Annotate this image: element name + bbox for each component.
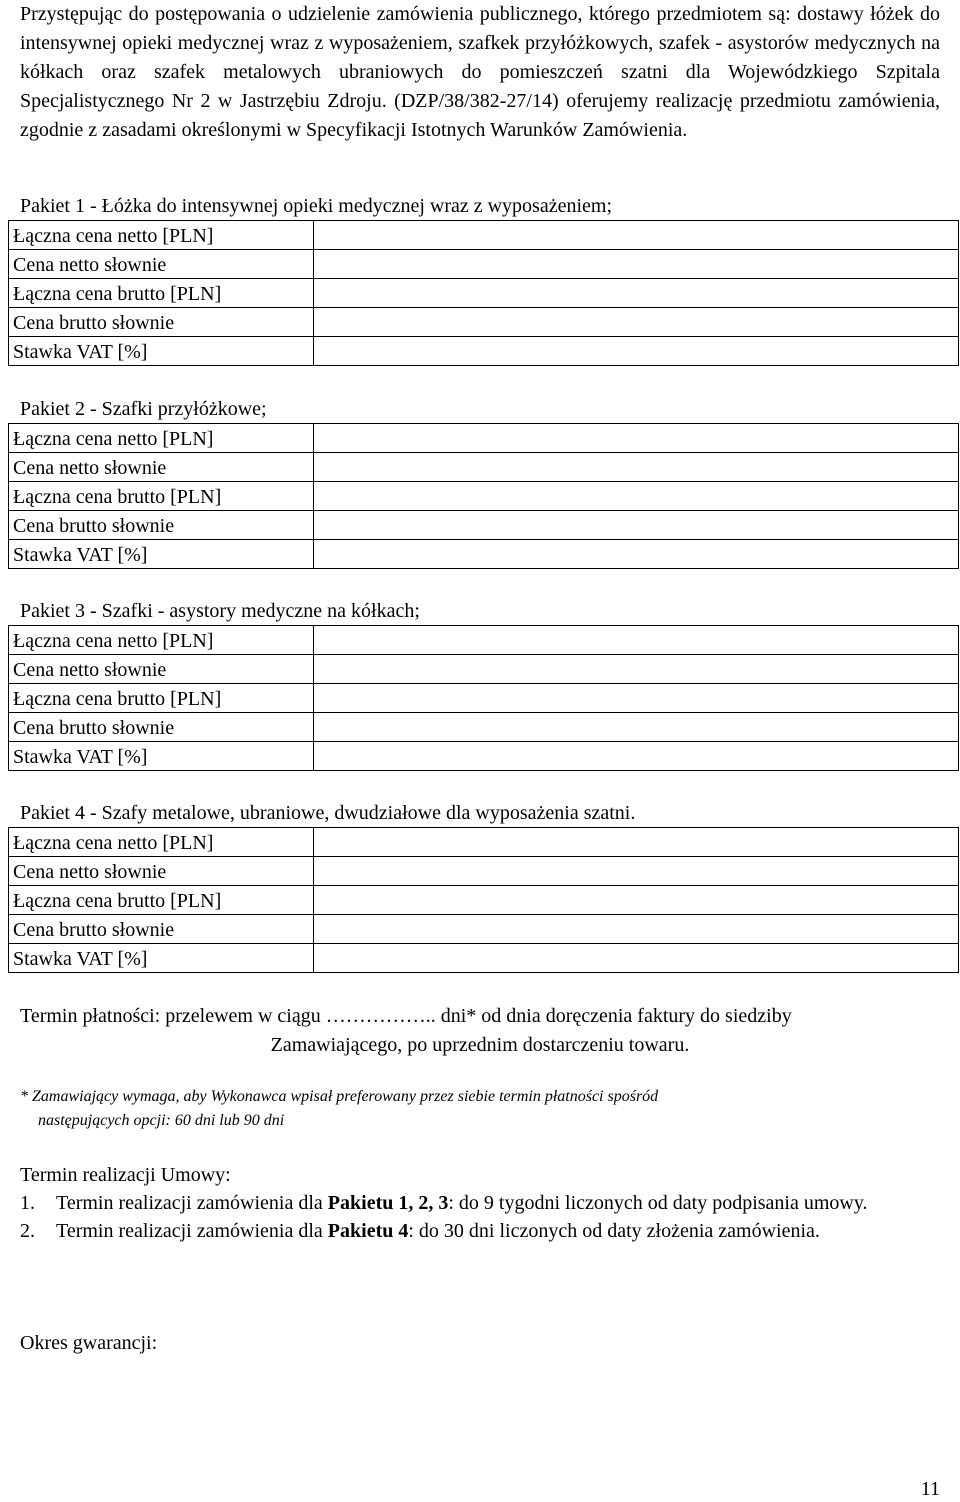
table-row: [9, 684, 959, 713]
net-total-label: Łączna cena netto [PLN]: [9, 221, 314, 250]
footnote-line-2: następujących opcji: 60 dni lub 90 dni: [38, 1112, 285, 1129]
net-total-field[interactable]: [314, 828, 959, 857]
vat-label: Stawka VAT [%]: [9, 337, 314, 366]
net-words-label: Cena netto słownie: [9, 250, 314, 279]
gross-total-field[interactable]: [314, 482, 959, 511]
table-row: [9, 424, 959, 453]
realization-title: Termin realizacji Umowy:: [20, 1164, 231, 1186]
net-total-field[interactable]: [314, 221, 959, 250]
package-2-price-table: [8, 423, 959, 569]
package-3-price-table: [8, 625, 959, 771]
payment-terms-line-1: Termin płatności: przelewem w ciągu …………….. dni* od dnia doręczenia faktury do siedziby: [20, 1005, 792, 1027]
gross-total-field[interactable]: [314, 684, 959, 713]
gross-total-field[interactable]: [314, 279, 959, 308]
gross-total-label: Łączna cena brutto [PLN]: [9, 886, 314, 915]
gross-words-field[interactable]: [314, 713, 959, 742]
gross-total-label: Łączna cena brutto [PLN]: [9, 684, 314, 713]
package-2-title: Pakiet 2 - Szafki przyłóżkowe;: [20, 398, 267, 420]
list-item-text-bold: Pakietu 1, 2, 3: [327, 1192, 449, 1214]
gross-words-label: Cena brutto słownie: [9, 308, 314, 337]
table-row: [9, 886, 959, 915]
table-row: [9, 511, 959, 540]
gross-words-label: Cena brutto słownie: [9, 511, 314, 540]
table-row: [9, 713, 959, 742]
package-4-price-table: [8, 827, 959, 973]
table-row: [9, 279, 959, 308]
vat-field[interactable]: [314, 337, 959, 366]
net-total-field[interactable]: [314, 626, 959, 655]
list-item-text-post: : do 9 tygodni liczonych od daty podpisania umowy.: [448, 1192, 868, 1214]
package-3-title: Pakiet 3 - Szafki - asystory medyczne na kółkach;: [20, 600, 420, 622]
net-total-label: Łączna cena netto [PLN]: [9, 626, 314, 655]
list-item-text-pre: Termin realizacji zamówienia dla: [56, 1220, 328, 1242]
table-row: [9, 308, 959, 337]
list-item-number: 2.: [20, 1220, 35, 1242]
list-item-text-bold: Pakietu 4: [327, 1220, 409, 1242]
net-words-field[interactable]: [314, 857, 959, 886]
table-row: [9, 453, 959, 482]
table-row: [9, 742, 959, 771]
gross-words-label: Cena brutto słownie: [9, 915, 314, 944]
warranty-label: Okres gwarancji:: [20, 1332, 158, 1354]
gross-words-label: Cena brutto słownie: [9, 713, 314, 742]
net-words-label: Cena netto słownie: [9, 857, 314, 886]
table-row: [9, 626, 959, 655]
net-total-label: Łączna cena netto [PLN]: [9, 424, 314, 453]
footnote: [20, 1085, 900, 1133]
net-total-field[interactable]: [314, 424, 959, 453]
gross-total-field[interactable]: [314, 886, 959, 915]
net-words-label: Cena netto słownie: [9, 453, 314, 482]
package-1-title: Pakiet 1 - Łóżka do intensywnej opieki medycznej wraz z wyposażeniem;: [20, 195, 613, 217]
page-number: 11: [920, 1478, 940, 1500]
list-item: [20, 1217, 920, 1245]
list-item-text-pre: Termin realizacji zamówienia dla: [56, 1192, 328, 1214]
gross-total-label: Łączna cena brutto [PLN]: [9, 279, 314, 308]
vat-field[interactable]: [314, 742, 959, 771]
table-row: [9, 857, 959, 886]
net-total-label: Łączna cena netto [PLN]: [9, 828, 314, 857]
footnote-line-1: * Zamawiający wymaga, aby Wykonawca wpisał preferowany przez siebie termin płatności spośród: [20, 1088, 659, 1105]
gross-words-field[interactable]: [314, 308, 959, 337]
table-row: [9, 540, 959, 569]
table-row: [9, 915, 959, 944]
intro-paragraph: Przystępując do postępowania o udzielenie zamówienia publicznego, którego przedmiotem są: dostawy łóżek do intensywnej opieki medycznej wraz z wyposażeniem, szafkek przyłóżkowych, szafek - asystorów medycznych na kółkach oraz szafek metalowych ubraniowych do pomieszczeń szatni dla Wojewódzkiego Szpitala Specjalistycznego Nr 2 w Jastrzębiu Zdroju. (DZP/38/382-27/14) oferujemy realizację przedmiotu zamówienia, zgodnie z zasadami określonymi w Specyfikacji Istotnych Warunków Zamówienia.: [20, 3, 940, 141]
list-item-text-post: : do 30 dni liczonych od daty złożenia zamówienia.: [408, 1220, 820, 1242]
list-item: [20, 1189, 920, 1217]
table-row: [9, 828, 959, 857]
vat-label: Stawka VAT [%]: [9, 944, 314, 973]
payment-terms-line-2: Zamawiającego, po uprzednim dostarczeniu towaru.: [270, 1034, 690, 1056]
vat-label: Stawka VAT [%]: [9, 742, 314, 771]
table-row: [9, 221, 959, 250]
vat-field[interactable]: [314, 944, 959, 973]
list-item-number: 1.: [20, 1192, 35, 1214]
gross-total-label: Łączna cena brutto [PLN]: [9, 482, 314, 511]
package-4-title: Pakiet 4 - Szafy metalowe, ubraniowe, dwudziałowe dla wyposażenia szatni.: [20, 802, 636, 824]
table-row: [9, 655, 959, 684]
net-words-label: Cena netto słownie: [9, 655, 314, 684]
net-words-field[interactable]: [314, 655, 959, 684]
vat-field[interactable]: [314, 540, 959, 569]
gross-words-field[interactable]: [314, 915, 959, 944]
table-row: [9, 337, 959, 366]
package-1-price-table: [8, 220, 959, 366]
vat-label: Stawka VAT [%]: [9, 540, 314, 569]
net-words-field[interactable]: [314, 250, 959, 279]
gross-words-field[interactable]: [314, 511, 959, 540]
table-row: [9, 250, 959, 279]
table-row: [9, 482, 959, 511]
net-words-field[interactable]: [314, 453, 959, 482]
table-row: [9, 944, 959, 973]
realization-list: [20, 1189, 920, 1245]
